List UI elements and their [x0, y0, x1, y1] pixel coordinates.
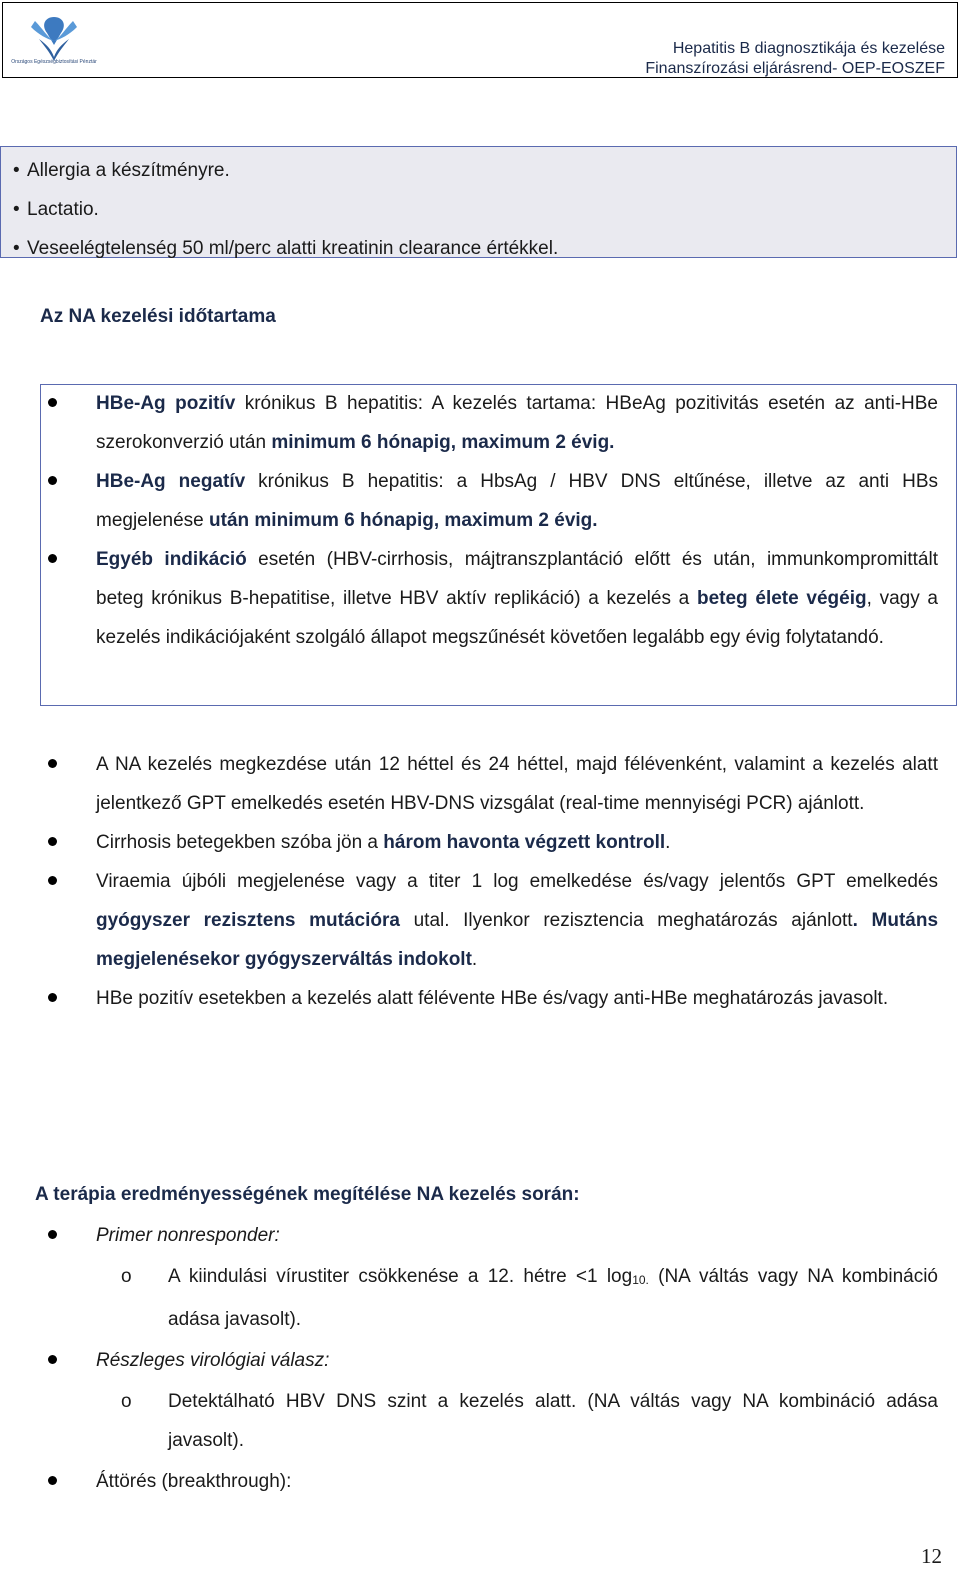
bullet-icon — [48, 823, 57, 862]
duration-list — [48, 384, 938, 657]
page-header — [2, 2, 958, 78]
page-number: 12 — [921, 1544, 942, 1568]
list-item: • Allergia a készítményre. — [13, 160, 230, 181]
bullet-icon — [48, 745, 57, 784]
header-line-1: Hepatitis B diagnosztikája és kezelése — [672, 40, 945, 57]
bullet-icon — [48, 1341, 57, 1380]
bullet-icon — [48, 462, 57, 501]
list-item: Cirrhosis betegekben szóba jön a három havonta végzett kontroll. — [48, 823, 938, 862]
contraindication-box — [0, 146, 957, 258]
list-item: HBe-Ag pozitív krónikus B hepatitis: A kezelés tartama: HBeAg pozitivitás esetén az anti-HBe szerokonverzió után minimum 6 hónapig, maximum 2 évig. — [48, 384, 938, 462]
list-item: Áttörés (breakthrough): — [48, 1462, 938, 1501]
bullet-icon — [48, 540, 57, 579]
list-item: A NA kezelés megkezdése után 12 héttel és 24 héttel, majd félévenként, valamint a kezelés alatt jelentkező GPT emelkedés esetén HBV-DNS vizsgálat (real-time mennyiségi PCR) ajánlott. — [48, 745, 938, 823]
sub-list-item: o Detektálható HBV DNS szint a kezelés alatt. (NA váltás vagy NA kombináció adása javasolt). — [48, 1382, 938, 1460]
bullet-icon — [48, 1216, 57, 1255]
sub-bullet-marker: o — [121, 1266, 132, 1287]
duration-heading: Az NA kezelési időtartama — [40, 306, 276, 327]
header-line-2: Finanszírozási eljárásrend- OEP-EOSZEF — [645, 60, 945, 77]
bullet-icon — [48, 862, 57, 901]
bullet-icon — [48, 384, 57, 423]
list-item: Primer nonresponder: — [48, 1216, 938, 1255]
list-item: Egyéb indikáció esetén (HBV-cirrhosis, májtranszplantáció előtt és után, immunkompromittált beteg krónikus B-hepatitise, illetve HBV aktív replikáció) a kezelés a beteg élete végéig, vagy a kezelés indikációjaként szolgáló állapot megszűnését követően legalább egy évig folytatandó. — [48, 540, 938, 657]
list-item: • Lactatio. — [13, 199, 99, 220]
list-item: Viraemia újbóli megjelenése vagy a titer 1 log emelkedése és/vagy jelentős GPT emelkedés gyógyszer rezisztens mutációra utal. Ilyenkor rezisztencia meghatározás ajánlott. Mutáns megjelenésekor gyógyszerváltás indokolt. — [48, 862, 938, 979]
bullet-icon — [48, 979, 57, 1018]
list-item: HBe pozitív esetekben a kezelés alatt félévente HBe és/vagy anti-HBe meghatározás javasolt. — [48, 979, 938, 1018]
list-item: HBe-Ag negatív krónikus B hepatitis: a HbsAg / HBV DNS eltűnése, illetve az anti HBs megjelenése után minimum 6 hónapig, maximum 2 évig. — [48, 462, 938, 540]
list-item: Részleges virológiai válasz: — [48, 1341, 938, 1380]
sub-list-item: o A kiindulási vírustiter csökkenése a 12. hétre <1 $\log_{10.} (NA$ váltás vagy NA kombináció adása javasolt). — [48, 1257, 938, 1339]
bullet-icon — [48, 1462, 57, 1501]
list-item: • Veseelégtelenség 50 ml/perc alatti kreatinin clearance értékkel. — [13, 238, 559, 259]
efficacy-heading: A terápia eredményességének megítélése NA kezelés során: — [35, 1184, 580, 1205]
efficacy-list — [48, 1216, 938, 1501]
sub-bullet-marker: o — [121, 1391, 132, 1412]
logo-text: Országos Egészségbiztosítási Pénztár — [11, 59, 97, 65]
header-title — [645, 39, 945, 79]
monitoring-list — [48, 745, 938, 1018]
